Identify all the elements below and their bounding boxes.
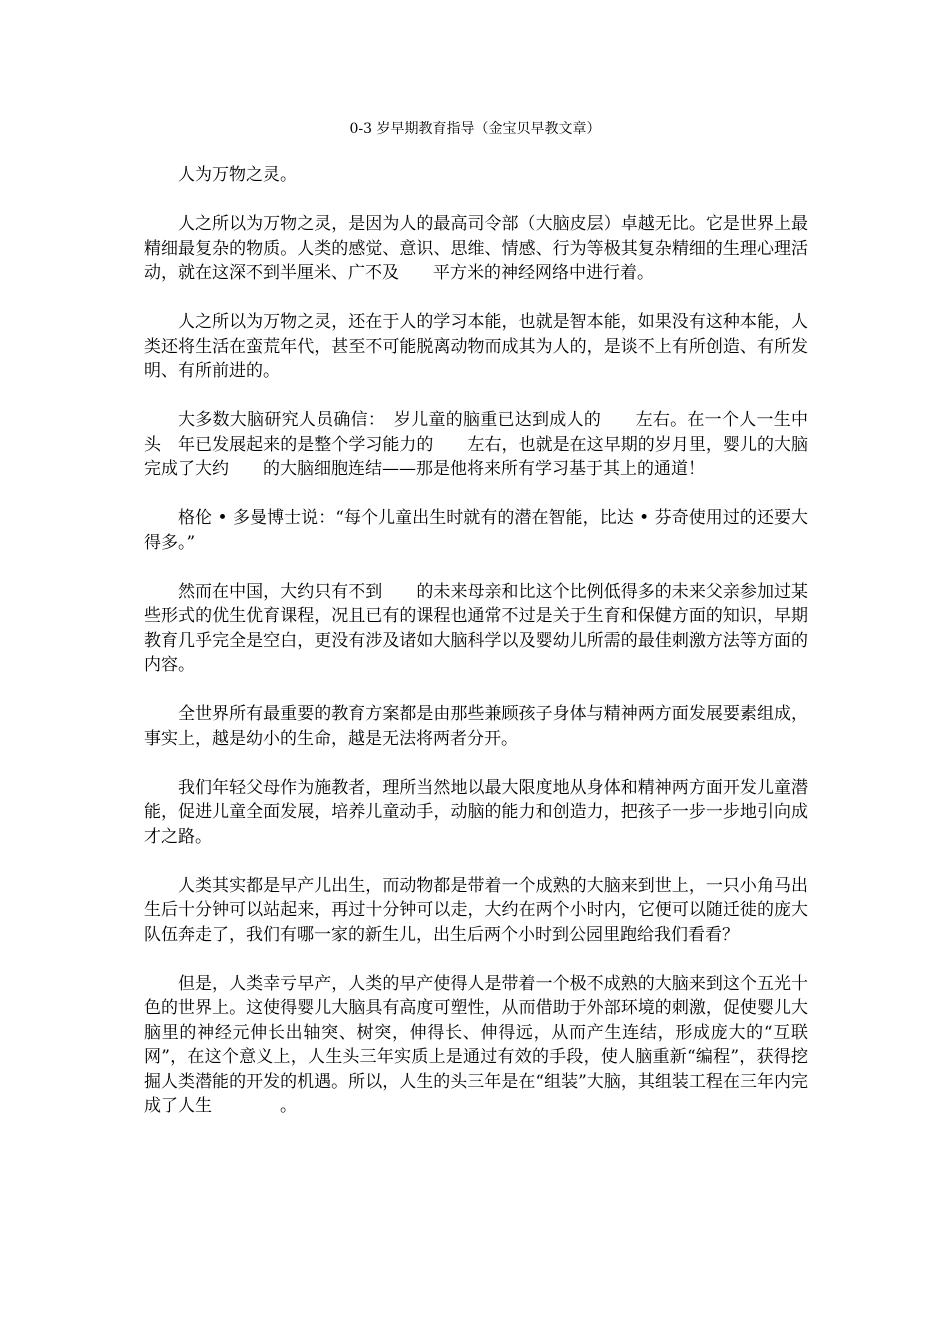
paragraph-10: 但是，人类幸亏早产，人类的早产使得人是带着一个极不成熟的大脑来到这个五光十色的世界上。这使得婴儿大脑具有高度可塑性，从而借助于外部环境的刺激，促使婴儿大脑里的神经元伸长出轴突、树突，伸得长、伸得远，从而产生连结，形成庞大的“互联网”，在这个意义上，人生头三年实质上是通过有效的手段，使人脑重新“编程”，获得挖掘人类潜能的开发的机遇。所以，人生的头三年是在“组装”大脑，其组装工程在三年内完成了人生 。 — [144, 973, 808, 1116]
document-body — [144, 163, 808, 1143]
paragraph-9: 人类其实都是早产儿出生，而动物都是带着一个成熟的大脑来到世上，一只小角马出生后十分钟可以站起来，再过十分钟可以走，大约在两个小时内，它便可以随迁徙的庞大队伍奔走了，我们有哪一家的新生儿，出生后两个小时到公园里跑给我们看看？ — [144, 875, 808, 945]
paragraph-4: 大多数大脑研究人员确信： 岁儿童的脑重已达到成人的 左右。在一个人一生中头 年已发展起来的是整个学习能力的 左右，也就是在这早期的岁月里，婴儿的大脑完成了大约 的大脑细胞连结——那是他将来所有学习基于其上的通道！ — [144, 410, 808, 479]
paragraph-5: 格伦 • 多曼博士说：“每个儿童出生时就有的潜在智能，比达 • 芬奇使用过的还要大得多。” — [144, 508, 808, 553]
paragraph-6: 然而在中国，大约只有不到 的未来母亲和比这个比例低得多的未来父亲参加过某些形式的优生优育课程，况且已有的课程也通常不过是关于生育和保健方面的知识，早期教育几乎完全是空白，更没有涉及诸如大脑科学以及婴幼儿所需的最佳刺激方法等方面的内容。 — [144, 581, 808, 675]
paragraph-7: 全世界所有最重要的教育方案都是由那些兼顾孩子身体与精神两方面发展要素组成，事实上，越是幼小的生命，越是无法将两者分开。 — [144, 704, 808, 749]
paragraph-8: 我们年轻父母作为施教者，理所当然地以最大限度地从身体和精神两方面开发儿童潜能，促进儿童全面发展，培养儿童动手，动脑的能力和创造力，把孩子一步一步地引向成才之路。 — [144, 777, 808, 847]
document-title: 0-3 岁早期教育指导（金宝贝早教文章） — [349, 121, 601, 137]
paragraph-2: 人之所以为万物之灵，是因为人的最高司令部（大脑皮层）卓越无比。它是世界上最精细最复杂的物质。人类的感觉、意识、思维、情感、行为等极其复杂精细的生理心理活动，就在这深不到半厘米、广不及 平方米的神经网络中进行着。 — [144, 214, 808, 283]
paragraph-3: 人之所以为万物之灵，还在于人的学习本能，也就是智本能，如果没有这种本能，人类还将生活在蛮荒年代，甚至不可能脱离动物而成其为人的，是谈不上有所创造、有所发明、有所前进的。 — [144, 312, 808, 381]
paragraph-1: 人为万物之灵。 — [178, 165, 297, 185]
